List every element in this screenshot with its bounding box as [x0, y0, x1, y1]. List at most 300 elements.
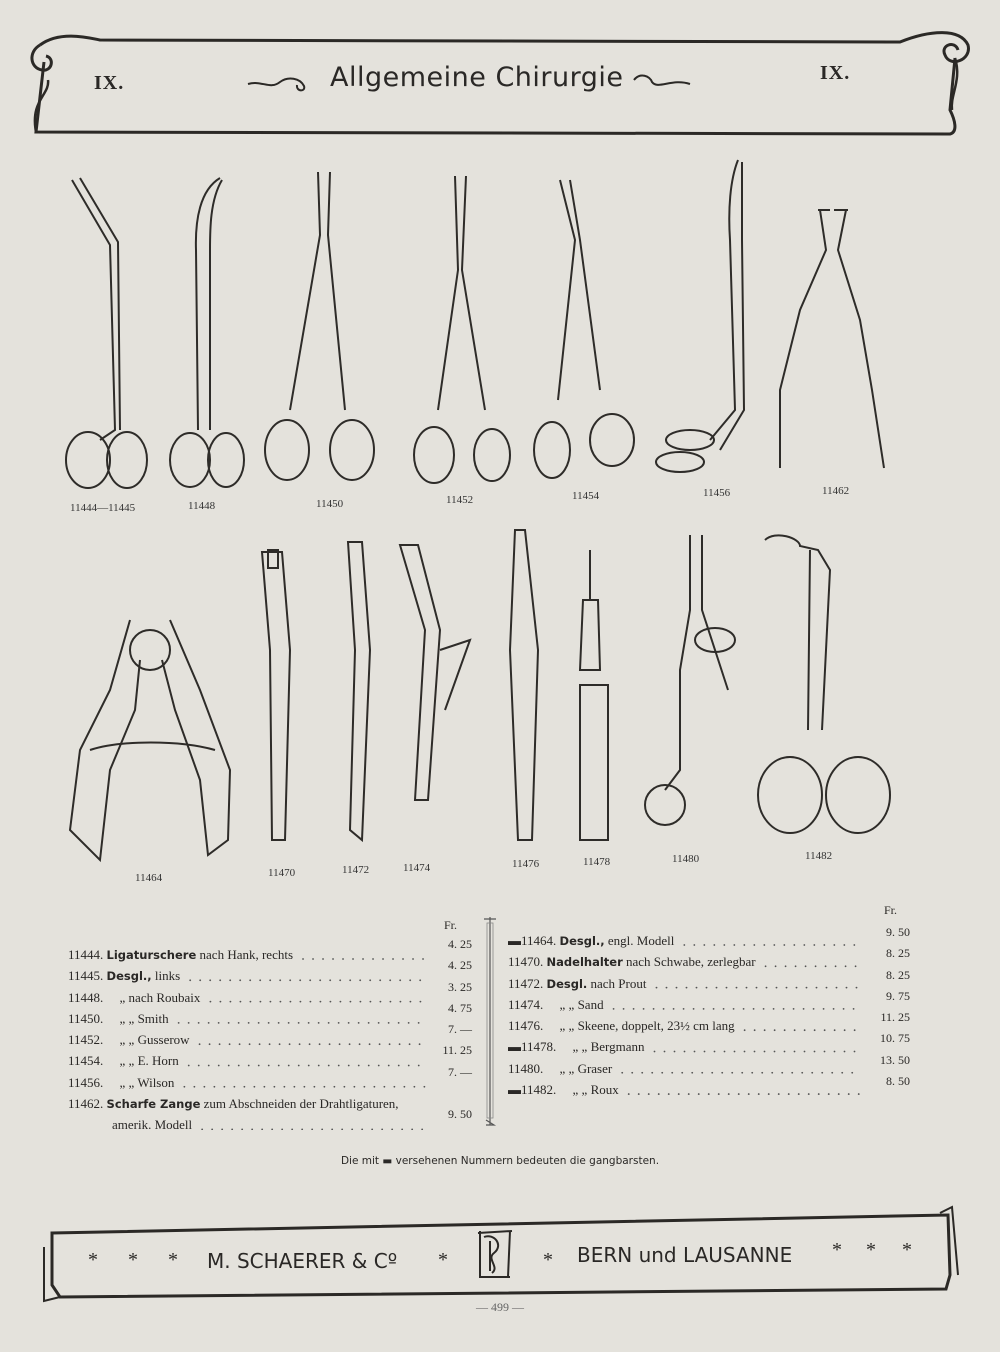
leader-dot [398, 1022, 400, 1024]
price: 8. 25 [886, 967, 910, 982]
chapter-number-right: IX. [820, 62, 851, 84]
leader-dot [418, 1022, 420, 1024]
leader-dot [651, 1072, 653, 1074]
leader-dot [763, 944, 765, 946]
leader-dot [771, 1072, 773, 1074]
leader-dot [701, 1072, 703, 1074]
list-item: 11462. Scharfe Zange zum Abschneiden der Drahtligaturen, [68, 1096, 399, 1112]
price: 7. — [448, 1022, 472, 1037]
leader-dot [382, 958, 384, 960]
leader-dot [209, 1043, 211, 1045]
leader-dot [378, 1065, 380, 1067]
leader-dot [696, 987, 698, 989]
scissors-icon [414, 176, 510, 483]
figure-label: 11462 [822, 485, 850, 497]
leader-dot [328, 1022, 330, 1024]
leader-dot [844, 1051, 846, 1053]
leader-dot [268, 1065, 270, 1067]
leader-dot [230, 1001, 232, 1003]
leader-dot [358, 1022, 360, 1024]
leader-dot [310, 1001, 312, 1003]
leader-dot [240, 1001, 242, 1003]
leader-dot [824, 1051, 826, 1053]
leader-dot [410, 1001, 412, 1003]
leader-dot [783, 944, 785, 946]
bent-scissors-icon [656, 160, 744, 472]
leader-dot [388, 1065, 390, 1067]
leader-dot [291, 1128, 293, 1130]
leader-dot [703, 1008, 705, 1010]
price: 7. — [448, 1064, 472, 1079]
leader-dot [223, 1086, 225, 1088]
leader-dot [751, 1072, 753, 1074]
leader-dot [421, 1128, 423, 1130]
leader-dot [641, 1072, 643, 1074]
leader-dot [841, 1072, 843, 1074]
currency-label-right: Fr. [884, 903, 898, 917]
leader-dot [733, 944, 735, 946]
leader-dot [683, 944, 685, 946]
price: 4. 25 [448, 958, 472, 973]
leader-dot [312, 958, 314, 960]
leader-dot [342, 958, 344, 960]
leader-dot [654, 1051, 656, 1053]
needle-holder-icon [400, 545, 470, 800]
leader-dot [718, 1093, 720, 1095]
leader-dot [713, 1008, 715, 1010]
leader-dot [243, 1086, 245, 1088]
leader-dot [330, 1001, 332, 1003]
leader-dot [359, 979, 361, 981]
leader-dot [845, 965, 847, 967]
figure-label: 11456 [703, 487, 731, 499]
leader-dot [638, 1093, 640, 1095]
leader-dot [343, 1086, 345, 1088]
leader-dot [363, 1086, 365, 1088]
leader-dot [691, 1072, 693, 1074]
leader-dot [249, 979, 251, 981]
leader-dot [388, 1022, 390, 1024]
leader-dot [753, 1008, 755, 1010]
page-footer [0, 1205, 1000, 1305]
leader-dot [352, 958, 354, 960]
leader-dot [774, 1051, 776, 1053]
leader-dot [851, 1072, 853, 1074]
leader-dot [801, 1072, 803, 1074]
leader-dot [764, 1051, 766, 1053]
leader-dot [663, 1008, 665, 1010]
leader-dot [784, 1051, 786, 1053]
leader-dot [858, 1093, 860, 1095]
leader-dot [399, 979, 401, 981]
ornament-star: * [543, 1249, 553, 1271]
leader-dot [741, 1072, 743, 1074]
leader-dot [846, 987, 848, 989]
figure-label: 11444—11445 [70, 502, 136, 514]
leader-dot [372, 958, 374, 960]
leader-dot [775, 965, 777, 967]
leader-dot [761, 1072, 763, 1074]
list-item: 11450. „ „ Smith [68, 1010, 169, 1026]
leader-dot [422, 958, 424, 960]
leader-dot [332, 958, 334, 960]
leader-dot [300, 1001, 302, 1003]
leader-dot [733, 1008, 735, 1010]
leader-dot [289, 1043, 291, 1045]
leader-dot [203, 1086, 205, 1088]
leader-dot [391, 1128, 393, 1130]
figure-label: 11480 [672, 853, 700, 865]
leader-dot [793, 944, 795, 946]
leader-dot [259, 979, 261, 981]
leader-dot [683, 1008, 685, 1010]
leader-dot [383, 1086, 385, 1088]
leader-dot [373, 1086, 375, 1088]
leader-dot [201, 1128, 203, 1130]
leader-dot [401, 1128, 403, 1130]
leader-dot [628, 1093, 630, 1095]
leader-dot [340, 1001, 342, 1003]
figure-label: 11452 [446, 494, 474, 506]
ornament-star: * [866, 1239, 876, 1261]
leader-dot [413, 1086, 415, 1088]
monogram-logo [470, 1227, 520, 1283]
leader-dot [402, 958, 404, 960]
leader-dot [288, 1022, 290, 1024]
leader-dot [389, 1043, 391, 1045]
leader-dot [309, 1043, 311, 1045]
leader-dot [833, 1008, 835, 1010]
ornament-star: * [168, 1249, 178, 1271]
leader-dot [278, 1022, 280, 1024]
leader-dot [754, 1051, 756, 1053]
leader-dot [188, 1022, 190, 1024]
list-item: 11445. Desgl., links [68, 968, 181, 984]
leader-dot [238, 1022, 240, 1024]
leader-dot [360, 1001, 362, 1003]
leader-dot [676, 987, 678, 989]
leader-dot [833, 944, 835, 946]
needle-holder-icon [262, 550, 290, 840]
leader-dot [419, 979, 421, 981]
leader-dot [791, 1072, 793, 1074]
leader-dot [261, 1128, 263, 1130]
leader-dot [408, 1065, 410, 1067]
leader-dot [299, 1043, 301, 1045]
leader-dot [706, 987, 708, 989]
leader-dot [826, 987, 828, 989]
leader-dots [0, 930, 1000, 1130]
leader-dot [329, 1043, 331, 1045]
leader-dot [674, 1051, 676, 1053]
leader-dot [368, 1022, 370, 1024]
leader-dot [836, 987, 838, 989]
price: 9. 50 [448, 1107, 472, 1122]
leader-dot [251, 1128, 253, 1130]
leader-dot [686, 987, 688, 989]
leader-dot [781, 1072, 783, 1074]
figure-label: 11470 [268, 867, 296, 879]
leader-dot [399, 1043, 401, 1045]
leader-dot [814, 1051, 816, 1053]
leader-dot [684, 1051, 686, 1053]
leader-dot [811, 1072, 813, 1074]
wire-cutter-icon [265, 172, 374, 480]
leader-dot [298, 1065, 300, 1067]
leader-dot [731, 1072, 733, 1074]
leader-dot [409, 1043, 411, 1045]
price: 9. 50 [886, 925, 910, 939]
leader-dot [178, 1022, 180, 1024]
leader-dot [313, 1086, 315, 1088]
list-item: 11472. Desgl. nach Prout [508, 975, 647, 991]
leader-dot [248, 1065, 250, 1067]
leader-dot [848, 1093, 850, 1095]
leader-dot [350, 1001, 352, 1003]
leader-dot [834, 1029, 836, 1031]
price: 4. 25 [448, 937, 472, 951]
leader-dot [338, 1065, 340, 1067]
leader-dot [724, 1051, 726, 1053]
leader-dot [208, 1022, 210, 1024]
leader-dot [361, 1128, 363, 1130]
leader-dot [721, 1072, 723, 1074]
leader-dot [621, 1072, 623, 1074]
leader-dot [351, 1128, 353, 1130]
leader-dot [229, 1043, 231, 1045]
leader-dot [835, 965, 837, 967]
leader-dot [703, 944, 705, 946]
leader-dot [743, 944, 745, 946]
figure-label: 11482 [805, 850, 833, 862]
leader-dot [238, 1065, 240, 1067]
leader-dot [798, 1093, 800, 1095]
leader-dot [322, 958, 324, 960]
bone-forceps-icon [70, 620, 230, 860]
leader-dot [411, 1128, 413, 1130]
leader-dot [796, 987, 798, 989]
list-item: 11470. Nadelhalter nach Schwabe, zerlegbar [508, 954, 756, 970]
leader-dot [824, 1029, 826, 1031]
list-item: amerik. Modell [112, 1117, 193, 1133]
leader-dot [369, 979, 371, 981]
leader-dot [734, 1051, 736, 1053]
leader-dot [290, 1001, 292, 1003]
leader-dot [648, 1093, 650, 1095]
leader-dot [828, 1093, 830, 1095]
leader-dot [319, 1043, 321, 1045]
leader-dot [299, 979, 301, 981]
leader-dot [183, 1086, 185, 1088]
leader-dot [664, 1051, 666, 1053]
leader-dot [318, 1022, 320, 1024]
leader-dot [328, 1065, 330, 1067]
leader-dot [773, 1008, 775, 1010]
leader-dot [198, 1065, 200, 1067]
leader-dot [189, 979, 191, 981]
leader-dot [814, 1029, 816, 1031]
leader-dot [258, 1065, 260, 1067]
leader-dot [239, 979, 241, 981]
leader-dot [268, 1022, 270, 1024]
leader-dot [823, 1008, 825, 1010]
leader-dot [623, 1008, 625, 1010]
leader-dot [853, 1008, 855, 1010]
leader-dot [309, 979, 311, 981]
leader-dot [362, 958, 364, 960]
leader-dot [758, 1093, 760, 1095]
leader-dot [746, 987, 748, 989]
leader-dot [708, 1093, 710, 1095]
leader-dot [368, 1065, 370, 1067]
leader-dot [248, 1022, 250, 1024]
leader-dot [756, 987, 758, 989]
figure-label: 11472 [342, 864, 370, 876]
leader-dot [321, 1128, 323, 1130]
ornament-star: * [128, 1249, 138, 1271]
leader-dot [349, 979, 351, 981]
needle-holder-icon [580, 550, 608, 840]
leader-dot [693, 1008, 695, 1010]
pliers-icon [780, 210, 884, 468]
leader-dot [794, 1029, 796, 1031]
ornament-star: * [832, 1239, 842, 1261]
list-item: ▬11478. „ „ Bergmann [508, 1039, 645, 1055]
ornament-star: * [88, 1249, 98, 1271]
leader-dot [613, 1008, 615, 1010]
leader-dot [653, 1008, 655, 1010]
leader-dot [258, 1022, 260, 1024]
leader-dot [711, 1072, 713, 1074]
leader-dot [423, 1086, 425, 1088]
leader-dot [378, 1022, 380, 1024]
leader-dot [808, 1093, 810, 1095]
leader-dot [713, 944, 715, 946]
price: 8. 50 [886, 1074, 910, 1089]
leader-dot [221, 1128, 223, 1130]
leader-dot [198, 1022, 200, 1024]
leader-dot [855, 965, 857, 967]
leader-dot [390, 1001, 392, 1003]
chapter-number-left: IX. [94, 72, 125, 94]
figure-label: 11450 [316, 498, 344, 510]
leader-dot [766, 987, 768, 989]
leader-dot [693, 944, 695, 946]
leader-dot [320, 1001, 322, 1003]
leader-dot [311, 1128, 313, 1130]
leader-dot [359, 1043, 361, 1045]
leader-dot [785, 965, 787, 967]
leader-dot [341, 1128, 343, 1130]
list-item: 11452. „ „ Gusserow [68, 1032, 190, 1048]
price: 11. 25 [880, 1010, 910, 1025]
leader-dot [754, 1029, 756, 1031]
leader-dot [389, 979, 391, 981]
leader-dot [370, 1001, 372, 1003]
leader-dot [694, 1051, 696, 1053]
leader-dot [688, 1093, 690, 1095]
leader-dot [804, 1029, 806, 1031]
leader-dot [821, 1072, 823, 1074]
leader-dot [259, 1043, 261, 1045]
leader-dot [656, 987, 658, 989]
leader-dot [403, 1086, 405, 1088]
leader-dot [339, 1043, 341, 1045]
leader-dot [400, 1001, 402, 1003]
leader-dot [748, 1093, 750, 1095]
price: 10. 75 [880, 1031, 910, 1046]
leader-dot [279, 1043, 281, 1045]
leader-dot [241, 1128, 243, 1130]
leader-dot [698, 1093, 700, 1095]
leader-dot [231, 1128, 233, 1130]
leader-dot [353, 1086, 355, 1088]
leader-dot [338, 1022, 340, 1024]
leader-dot [349, 1043, 351, 1045]
leader-dot [323, 1086, 325, 1088]
leader-dot [854, 1051, 856, 1053]
leader-dot [834, 1051, 836, 1053]
leader-dot [408, 1022, 410, 1024]
leader-dot [723, 944, 725, 946]
leader-dot [228, 1065, 230, 1067]
leader-dot [228, 1022, 230, 1024]
page-header [0, 0, 1000, 150]
list-item: 11444. Ligaturschere nach Hank, rechts [68, 947, 294, 962]
leader-dot [333, 1086, 335, 1088]
price: 13. 50 [880, 1052, 910, 1067]
leader-dot [633, 1008, 635, 1010]
leader-dot [302, 958, 304, 960]
leader-dot [764, 1029, 766, 1031]
leader-dot [270, 1001, 272, 1003]
leader-dot [209, 979, 211, 981]
leader-dot [818, 1093, 820, 1095]
leader-dot [643, 1008, 645, 1010]
leader-dot [825, 965, 827, 967]
leader-dot [843, 944, 845, 946]
leader-dot [744, 1051, 746, 1053]
leader-dot [671, 1072, 673, 1074]
leader-dot [678, 1093, 680, 1095]
leader-dot [308, 1065, 310, 1067]
leader-dot [844, 1029, 846, 1031]
list-item: 11474. „ „ Sand [508, 996, 604, 1012]
figure-label: 11454 [572, 490, 600, 502]
leader-dot [319, 979, 321, 981]
leader-dot [280, 1001, 282, 1003]
leader-dot [815, 965, 817, 967]
leader-dot [339, 979, 341, 981]
leader-dot [219, 1043, 221, 1045]
list-item: 11448. „ nach Roubaix [68, 989, 201, 1005]
currency-label-left: Fr. [444, 918, 458, 932]
leader-dot [806, 987, 808, 989]
leader-dot [856, 987, 858, 989]
leader-dot [269, 1043, 271, 1045]
leader-dot [831, 1072, 833, 1074]
leader-dot [658, 1093, 660, 1095]
leader-dot [681, 1072, 683, 1074]
leader-dot [714, 1051, 716, 1053]
leader-dot [278, 1065, 280, 1067]
ornament-star: * [902, 1239, 912, 1261]
figure-label: 11464 [135, 872, 163, 884]
figure-label: 11448 [188, 500, 216, 512]
leader-dot [199, 1043, 201, 1045]
leader-dot [371, 1128, 373, 1130]
list-item: 11480. „ „ Graser [508, 1060, 613, 1076]
